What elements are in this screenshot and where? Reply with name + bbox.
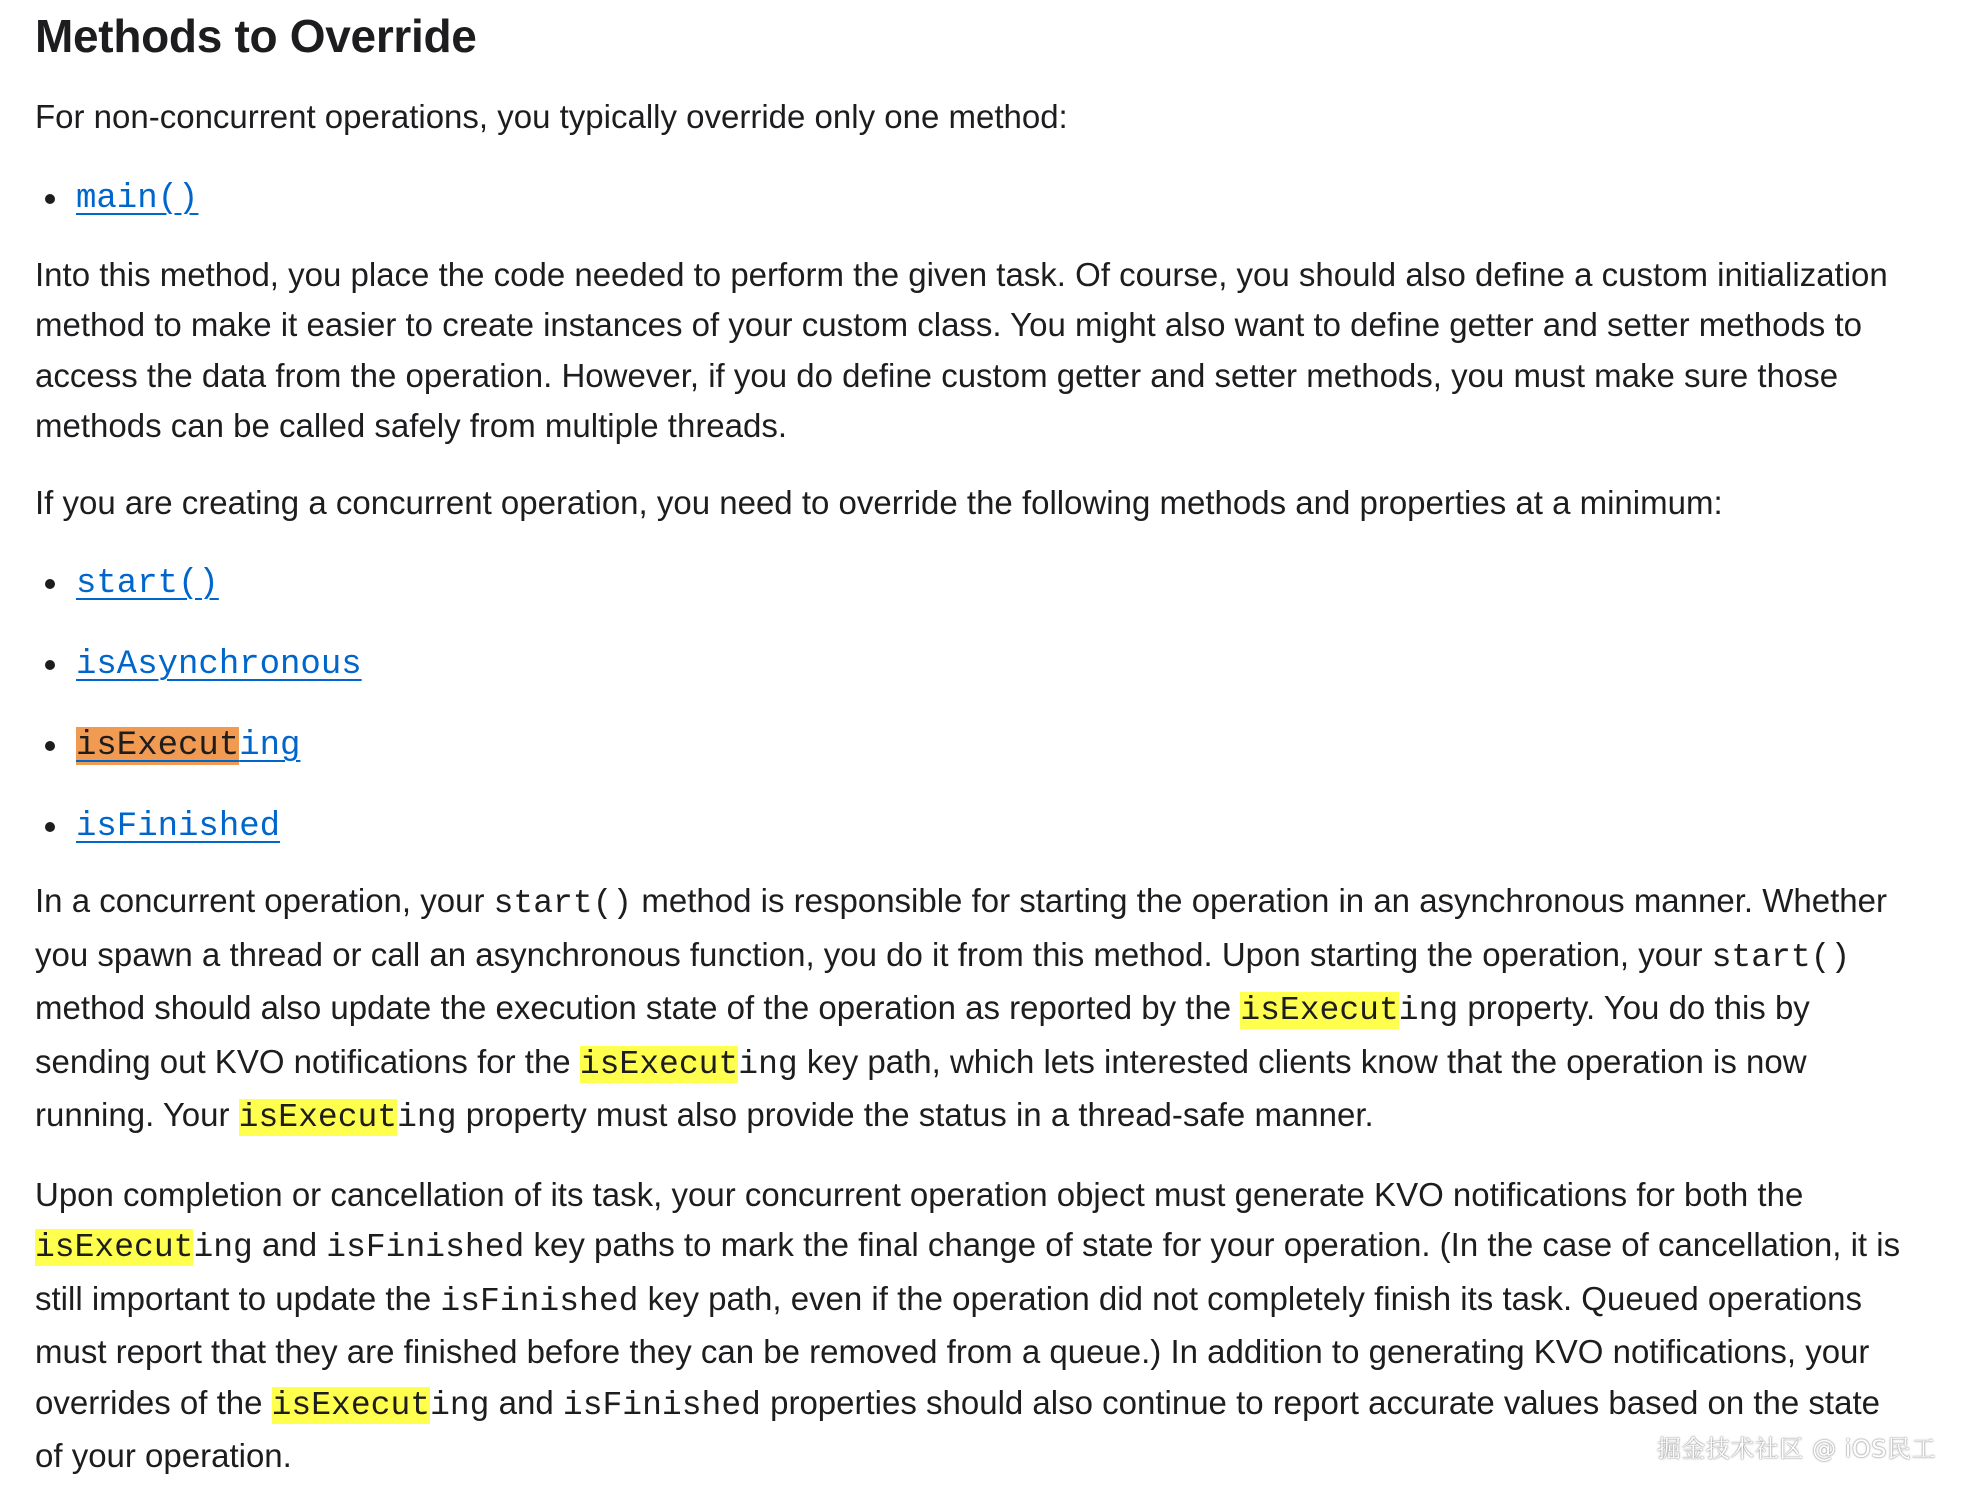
code-rest: ing [738, 1045, 798, 1083]
search-highlight: isExecut [1240, 992, 1399, 1029]
code-rest: ing [193, 1229, 253, 1266]
text-run: and [489, 1383, 563, 1421]
inline-code-isexecuting [1240, 992, 1458, 1029]
inline-code-start: start() [493, 885, 633, 922]
intro-paragraph: For non-concurrent operations, you typically override only one method: [35, 98, 1068, 135]
search-highlight: isExecut [35, 1229, 194, 1266]
isasynchronous-property-link[interactable]: isAsynchronous [76, 646, 362, 684]
text-run: method should also update the execution state of the operation as reported by the [35, 989, 1241, 1026]
documentation-section [35, 0, 1915, 1482]
text-run: properties should also continue to report accurate values based on the state of your operation. [35, 1383, 1880, 1474]
text-run: and [252, 1226, 327, 1263]
text-run: key path, even if the operation did not completely finish its task. Queued operations must report that they are finished before they can be removed from a queue.) In addition to generating KVO notifications, your overrides of the [35, 1279, 1870, 1421]
completion-paragraph [35, 1170, 1915, 1482]
text-run: In a concurrent operation, your [35, 882, 494, 919]
search-highlight-current: isExecut [76, 727, 240, 765]
inline-code-isfinished: isFinished [440, 1282, 639, 1320]
override-list-concurrent [35, 556, 1915, 852]
text-run: property must also provide the status in a thread-safe manner. [456, 1096, 1374, 1133]
list-item-isfinished [35, 799, 1915, 852]
inline-code-isexecuting [239, 1099, 457, 1136]
search-highlight: isExecut [579, 1045, 739, 1083]
text-run: key path, which lets interested clients know that the operation is now running. Your [35, 1042, 1807, 1133]
code-rest: ing [430, 1386, 490, 1424]
main-method-link[interactable]: main() [76, 179, 199, 218]
start-method-paragraph [35, 876, 1915, 1144]
search-highlight: isExecut [238, 1099, 398, 1136]
inline-code-isfinished: isFinished [562, 1386, 761, 1424]
link-text-rest: ing [239, 727, 301, 765]
isfinished-property-link[interactable]: isFinished [76, 808, 281, 846]
inline-code-start: start() [1711, 938, 1851, 976]
inline-code-isexecuting [580, 1046, 798, 1083]
text-run: key paths to mark the final change of state for your operation. (In the case of cancellation, it is still important to update the [35, 1226, 1901, 1317]
list-item-start [35, 556, 1915, 609]
code-rest: ing [397, 1099, 457, 1136]
section-heading: Methods to Override [35, 10, 477, 62]
text-run: Upon completion or cancellation of its task, your concurrent operation object must generate KVO notifications for both the [35, 1175, 1804, 1213]
inline-code-isexecuting [272, 1387, 490, 1424]
watermark: 掘金技术社区 @ iOS民工 [1656, 1435, 1936, 1463]
code-rest: ing [1398, 992, 1459, 1029]
override-list-nonconcurrent [35, 171, 1915, 224]
search-highlight: isExecut [271, 1386, 431, 1424]
list-item-main [35, 171, 1915, 224]
list-item-isasynchronous [35, 637, 1915, 690]
into-method-paragraph: Into this method, you place the code needed to perform the given task. Of course, you should also define a custom initialization method to make it easier to create instances of your custom class. You might also want to define getter and setter methods to access the data from the operation. However, if you do define custom getter and setter methods, you must make sure those methods can be called safely from multiple threads. [35, 255, 1888, 444]
concurrent-intro-paragraph: If you are creating a concurrent operation, you need to override the following methods and properties at a minimum: [35, 483, 1723, 521]
text-run: method is responsible for starting the operation in an asynchronous manner. Whether you spawn a thread or call an asynchronous function, you do it from this method. Upon starting the operation, your [35, 882, 1887, 973]
start-method-link[interactable]: start() [76, 565, 219, 603]
isexecuting-property-link[interactable] [76, 727, 300, 765]
list-item-isexecuting [35, 718, 1915, 771]
text-run: property. You do this by sending out KVO notifications for the [35, 989, 1810, 1080]
inline-code-isexecuting [35, 1229, 253, 1266]
inline-code-isfinished: isFinished [326, 1229, 525, 1266]
